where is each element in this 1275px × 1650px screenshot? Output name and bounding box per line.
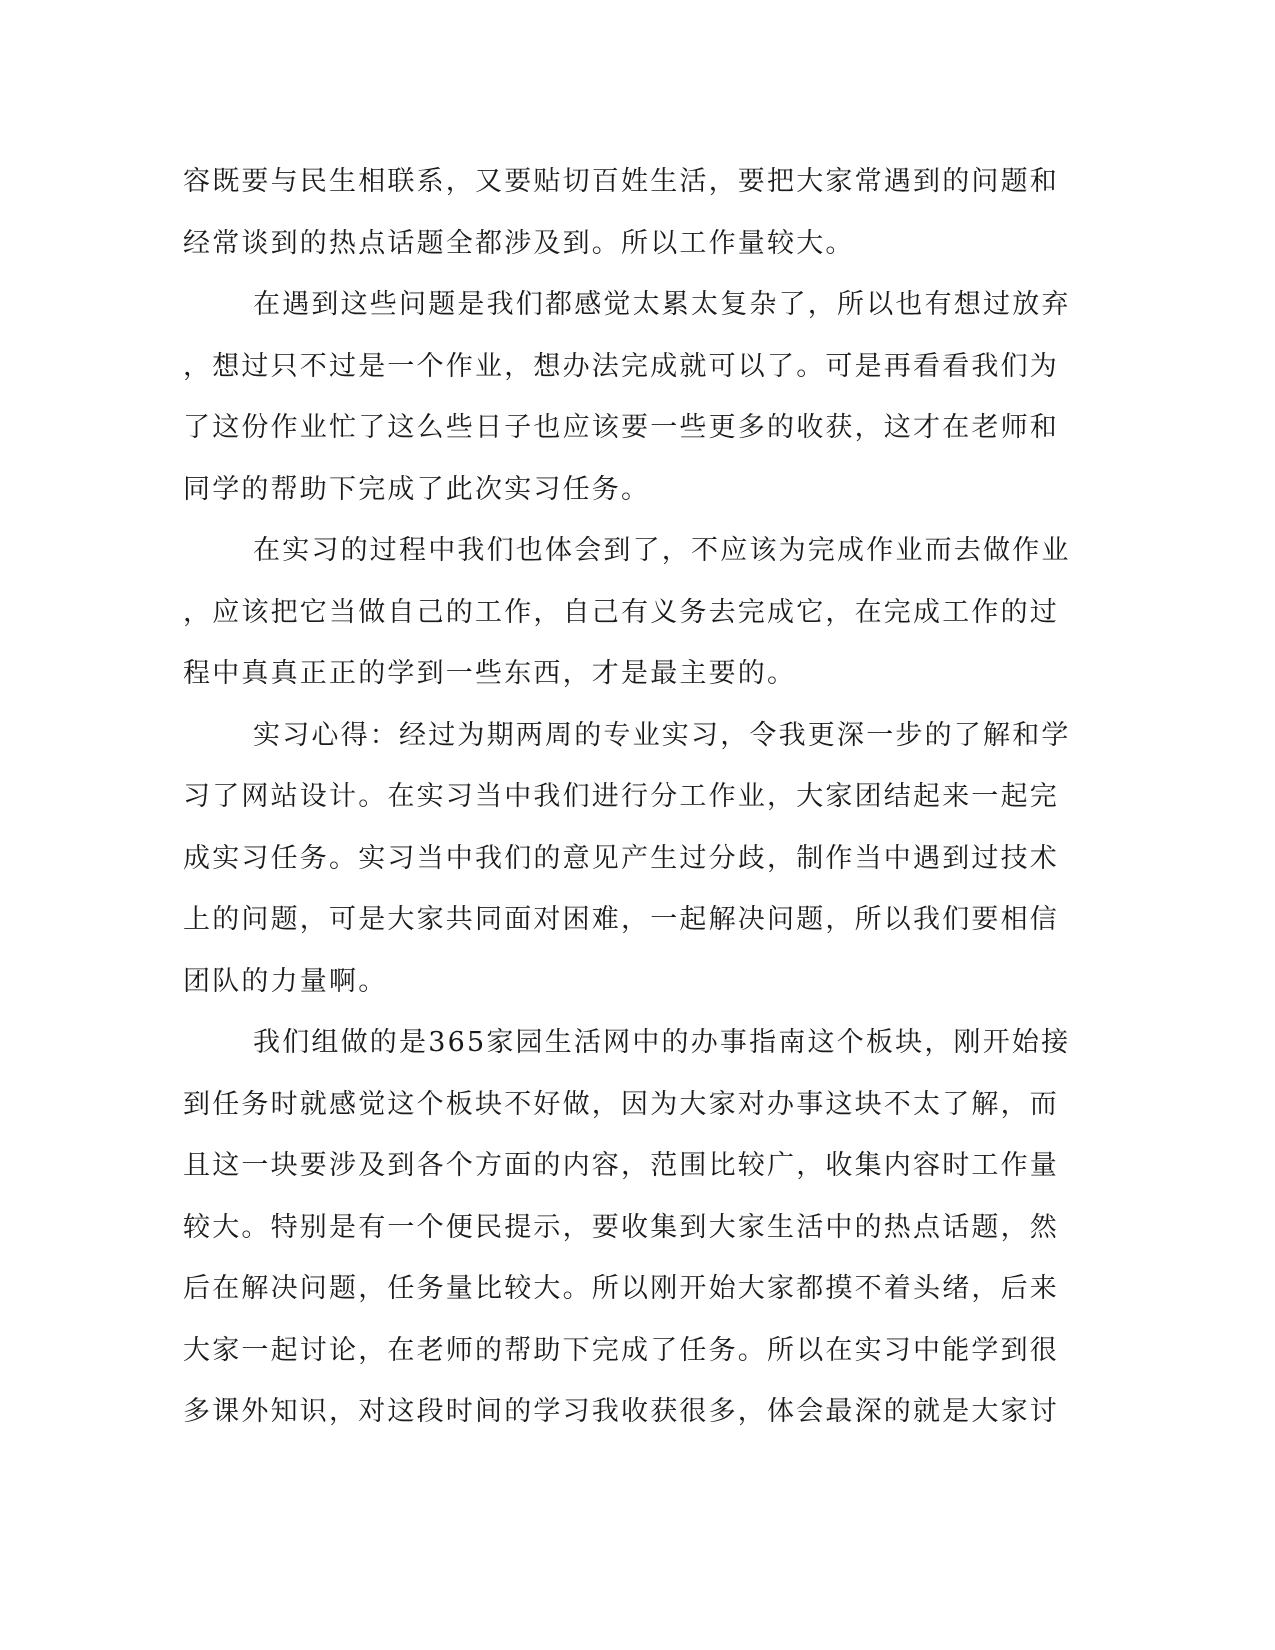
text-line: 大家一起讨论，在老师的帮助下完成了任务。所以在实习中能学到很	[183, 1334, 1059, 1366]
text-line: 同学的帮助下完成了此次实习任务。	[183, 473, 651, 505]
text-line: 多课外知识，对这段时间的学习我收获很多，体会最深的就是大家讨	[183, 1396, 1059, 1427]
paragraph-start-line: 我们组做的是365家园生活网中的办事指南这个板块，刚开始接	[253, 1027, 1071, 1058]
text-line: 较大。特别是有一个便民提示，要收集到大家生活中的热点话题，然	[183, 1211, 1059, 1243]
body-text	[183, 160, 1071, 1452]
text-line: 后在解决问题，任务量比较大。所以刚开始大家都摸不着头绪，后来	[183, 1273, 1059, 1304]
text-line: 成实习任务。实习当中我们的意见产生过分歧，制作当中遇到过技术	[183, 842, 1059, 874]
text-line: 上的问题，可是大家共同面对困难，一起解决问题，所以我们要相信	[183, 904, 1059, 935]
text-line: 容既要与民生相联系，又要贴切百姓生活，要把大家常遇到的问题和	[183, 166, 1059, 197]
text-line: 程中真真正正的学到一些东西，才是最主要的。	[183, 658, 797, 689]
text-line: 到任务时就感觉这个板块不好做，因为大家对办事这块不太了解，而	[183, 1088, 1059, 1120]
text-line: ，想过只不过是一个作业，想办法完成就可以了。可是再看看我们为	[183, 350, 1059, 382]
text-line: 经常谈到的热点话题全都涉及到。所以工作量较大。	[183, 227, 855, 259]
paragraph-start-line: 在实习的过程中我们也体会到了，不应该为完成作业而去做作业	[253, 535, 1071, 566]
text-line: 了这份作业忙了这么些日子也应该要一些更多的收获，这才在老师和	[183, 412, 1059, 443]
paragraph-start-line: 实习心得：经过为期两周的专业实习，令我更深一步的了解和学	[253, 719, 1071, 751]
text-line: 团队的力量啊。	[183, 965, 388, 997]
text-line: ，应该把它当做自己的工作，自己有义务去完成它，在完成工作的过	[183, 596, 1059, 628]
text-line: 且这一块要涉及到各个方面的内容，范围比较广，收集内容时工作量	[183, 1150, 1059, 1181]
paragraph-start-line: 在遇到这些问题是我们都感觉太累太复杂了，所以也有想过放弃	[253, 289, 1071, 320]
text-line: 习了网站设计。在实习当中我们进行分工作业，大家团结起来一起完	[183, 781, 1059, 812]
